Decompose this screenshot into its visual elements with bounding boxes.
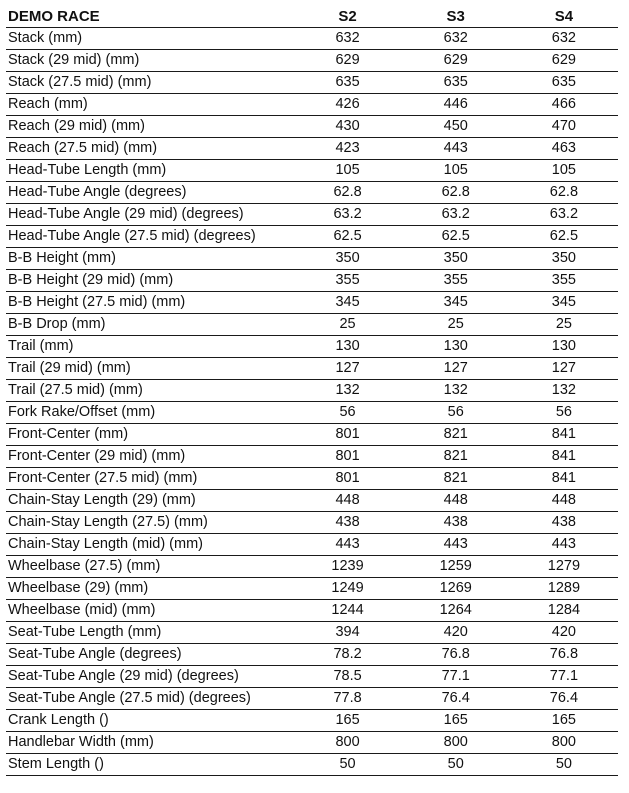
row-label: Head-Tube Angle (degrees) bbox=[6, 182, 293, 204]
table-header-row bbox=[6, 6, 618, 28]
row-label: Seat-Tube Angle (degrees) bbox=[6, 644, 293, 666]
cell-s3: 629 bbox=[402, 50, 510, 72]
cell-s2: 25 bbox=[293, 314, 401, 336]
cell-s4: 25 bbox=[510, 314, 618, 336]
row-label: Seat-Tube Length (mm) bbox=[6, 622, 293, 644]
cell-s2: 78.5 bbox=[293, 666, 401, 688]
cell-s2: 62.8 bbox=[293, 182, 401, 204]
column-header-s3: S3 bbox=[402, 6, 510, 28]
row-label: Reach (29 mid) (mm) bbox=[6, 116, 293, 138]
cell-s2: 355 bbox=[293, 270, 401, 292]
cell-s2: 801 bbox=[293, 468, 401, 490]
cell-s4: 77.1 bbox=[510, 666, 618, 688]
cell-s3: 76.8 bbox=[402, 644, 510, 666]
cell-s4: 841 bbox=[510, 468, 618, 490]
row-label: Wheelbase (mid) (mm) bbox=[6, 600, 293, 622]
table-row bbox=[6, 424, 618, 446]
cell-s2: 394 bbox=[293, 622, 401, 644]
cell-s2: 56 bbox=[293, 402, 401, 424]
cell-s4: 1284 bbox=[510, 600, 618, 622]
cell-s4: 443 bbox=[510, 534, 618, 556]
cell-s3: 25 bbox=[402, 314, 510, 336]
cell-s3: 800 bbox=[402, 732, 510, 754]
cell-s2: 127 bbox=[293, 358, 401, 380]
cell-s4: 841 bbox=[510, 446, 618, 468]
cell-s4: 132 bbox=[510, 380, 618, 402]
row-label: Head-Tube Angle (29 mid) (degrees) bbox=[6, 204, 293, 226]
cell-s4: 50 bbox=[510, 754, 618, 776]
cell-s3: 56 bbox=[402, 402, 510, 424]
cell-s4: 350 bbox=[510, 248, 618, 270]
table-row bbox=[6, 72, 618, 94]
cell-s2: 438 bbox=[293, 512, 401, 534]
table-row bbox=[6, 754, 618, 776]
cell-s2: 443 bbox=[293, 534, 401, 556]
cell-s4: 76.4 bbox=[510, 688, 618, 710]
row-label: Front-Center (27.5 mid) (mm) bbox=[6, 468, 293, 490]
table-row bbox=[6, 270, 618, 292]
table-row bbox=[6, 622, 618, 644]
cell-s3: 821 bbox=[402, 424, 510, 446]
cell-s4: 1279 bbox=[510, 556, 618, 578]
row-label: Crank Length () bbox=[6, 710, 293, 732]
row-label: Chain-Stay Length (mid) (mm) bbox=[6, 534, 293, 556]
cell-s4: 463 bbox=[510, 138, 618, 160]
table-row bbox=[6, 556, 618, 578]
table-row bbox=[6, 28, 618, 50]
cell-s2: 78.2 bbox=[293, 644, 401, 666]
row-label: Trail (29 mid) (mm) bbox=[6, 358, 293, 380]
column-header-s4: S4 bbox=[510, 6, 618, 28]
table-row bbox=[6, 50, 618, 72]
row-label: Trail (mm) bbox=[6, 336, 293, 358]
table-row bbox=[6, 94, 618, 116]
cell-s4: 76.8 bbox=[510, 644, 618, 666]
cell-s3: 448 bbox=[402, 490, 510, 512]
cell-s2: 800 bbox=[293, 732, 401, 754]
cell-s3: 450 bbox=[402, 116, 510, 138]
cell-s2: 63.2 bbox=[293, 204, 401, 226]
row-label: Head-Tube Angle (27.5 mid) (degrees) bbox=[6, 226, 293, 248]
table-row bbox=[6, 204, 618, 226]
cell-s4: 466 bbox=[510, 94, 618, 116]
table-row bbox=[6, 732, 618, 754]
cell-s3: 76.4 bbox=[402, 688, 510, 710]
table-row bbox=[6, 248, 618, 270]
cell-s2: 1239 bbox=[293, 556, 401, 578]
row-label: Front-Center (mm) bbox=[6, 424, 293, 446]
row-label: Stack (29 mid) (mm) bbox=[6, 50, 293, 72]
cell-s3: 420 bbox=[402, 622, 510, 644]
row-label: Head-Tube Length (mm) bbox=[6, 160, 293, 182]
cell-s3: 63.2 bbox=[402, 204, 510, 226]
cell-s3: 438 bbox=[402, 512, 510, 534]
cell-s3: 355 bbox=[402, 270, 510, 292]
cell-s3: 62.5 bbox=[402, 226, 510, 248]
row-label: Wheelbase (27.5) (mm) bbox=[6, 556, 293, 578]
table-row bbox=[6, 688, 618, 710]
table-row bbox=[6, 534, 618, 556]
row-label: Seat-Tube Angle (29 mid) (degrees) bbox=[6, 666, 293, 688]
table-row bbox=[6, 578, 618, 600]
row-label: Handlebar Width (mm) bbox=[6, 732, 293, 754]
cell-s3: 105 bbox=[402, 160, 510, 182]
row-label: Stack (mm) bbox=[6, 28, 293, 50]
cell-s2: 132 bbox=[293, 380, 401, 402]
cell-s3: 632 bbox=[402, 28, 510, 50]
cell-s3: 345 bbox=[402, 292, 510, 314]
cell-s2: 1244 bbox=[293, 600, 401, 622]
row-label: B-B Height (29 mid) (mm) bbox=[6, 270, 293, 292]
cell-s4: 62.8 bbox=[510, 182, 618, 204]
table-row bbox=[6, 138, 618, 160]
row-label: Reach (mm) bbox=[6, 94, 293, 116]
cell-s2: 130 bbox=[293, 336, 401, 358]
table-row bbox=[6, 600, 618, 622]
cell-s2: 801 bbox=[293, 446, 401, 468]
row-label: B-B Height (mm) bbox=[6, 248, 293, 270]
cell-s4: 105 bbox=[510, 160, 618, 182]
cell-s2: 350 bbox=[293, 248, 401, 270]
table-row bbox=[6, 116, 618, 138]
row-label: Stack (27.5 mid) (mm) bbox=[6, 72, 293, 94]
cell-s2: 426 bbox=[293, 94, 401, 116]
table-title: DEMO RACE bbox=[6, 6, 293, 28]
table-body bbox=[6, 28, 618, 776]
row-label: Reach (27.5 mid) (mm) bbox=[6, 138, 293, 160]
table-row bbox=[6, 226, 618, 248]
cell-s3: 821 bbox=[402, 446, 510, 468]
cell-s4: 629 bbox=[510, 50, 618, 72]
cell-s4: 1289 bbox=[510, 578, 618, 600]
cell-s4: 56 bbox=[510, 402, 618, 424]
table-row bbox=[6, 358, 618, 380]
cell-s3: 165 bbox=[402, 710, 510, 732]
cell-s4: 355 bbox=[510, 270, 618, 292]
cell-s2: 345 bbox=[293, 292, 401, 314]
cell-s2: 448 bbox=[293, 490, 401, 512]
cell-s2: 1249 bbox=[293, 578, 401, 600]
cell-s4: 420 bbox=[510, 622, 618, 644]
cell-s4: 632 bbox=[510, 28, 618, 50]
cell-s3: 443 bbox=[402, 534, 510, 556]
geometry-table bbox=[6, 6, 618, 776]
cell-s3: 77.1 bbox=[402, 666, 510, 688]
row-label: Chain-Stay Length (29) (mm) bbox=[6, 490, 293, 512]
cell-s4: 62.5 bbox=[510, 226, 618, 248]
cell-s2: 801 bbox=[293, 424, 401, 446]
row-label: Trail (27.5 mid) (mm) bbox=[6, 380, 293, 402]
table-row bbox=[6, 314, 618, 336]
cell-s3: 130 bbox=[402, 336, 510, 358]
table-row bbox=[6, 380, 618, 402]
cell-s2: 423 bbox=[293, 138, 401, 160]
cell-s2: 50 bbox=[293, 754, 401, 776]
row-label: B-B Drop (mm) bbox=[6, 314, 293, 336]
table-row bbox=[6, 160, 618, 182]
cell-s4: 635 bbox=[510, 72, 618, 94]
cell-s4: 165 bbox=[510, 710, 618, 732]
cell-s2: 105 bbox=[293, 160, 401, 182]
row-label: Stem Length () bbox=[6, 754, 293, 776]
table-row bbox=[6, 292, 618, 314]
column-header-s2: S2 bbox=[293, 6, 401, 28]
cell-s4: 63.2 bbox=[510, 204, 618, 226]
cell-s4: 127 bbox=[510, 358, 618, 380]
table-row bbox=[6, 446, 618, 468]
cell-s3: 635 bbox=[402, 72, 510, 94]
cell-s2: 629 bbox=[293, 50, 401, 72]
cell-s2: 635 bbox=[293, 72, 401, 94]
cell-s4: 841 bbox=[510, 424, 618, 446]
cell-s3: 821 bbox=[402, 468, 510, 490]
cell-s2: 632 bbox=[293, 28, 401, 50]
table-row bbox=[6, 710, 618, 732]
cell-s3: 1259 bbox=[402, 556, 510, 578]
table-row bbox=[6, 182, 618, 204]
cell-s4: 448 bbox=[510, 490, 618, 512]
table-row bbox=[6, 402, 618, 424]
cell-s3: 350 bbox=[402, 248, 510, 270]
table-row bbox=[6, 490, 618, 512]
cell-s4: 438 bbox=[510, 512, 618, 534]
cell-s4: 470 bbox=[510, 116, 618, 138]
row-label: B-B Height (27.5 mid) (mm) bbox=[6, 292, 293, 314]
table-row bbox=[6, 512, 618, 534]
cell-s2: 165 bbox=[293, 710, 401, 732]
cell-s2: 77.8 bbox=[293, 688, 401, 710]
cell-s3: 443 bbox=[402, 138, 510, 160]
cell-s3: 1264 bbox=[402, 600, 510, 622]
row-label: Fork Rake/Offset (mm) bbox=[6, 402, 293, 424]
cell-s4: 130 bbox=[510, 336, 618, 358]
cell-s3: 127 bbox=[402, 358, 510, 380]
row-label: Seat-Tube Angle (27.5 mid) (degrees) bbox=[6, 688, 293, 710]
table-row bbox=[6, 644, 618, 666]
cell-s4: 800 bbox=[510, 732, 618, 754]
cell-s3: 446 bbox=[402, 94, 510, 116]
cell-s3: 132 bbox=[402, 380, 510, 402]
table-row bbox=[6, 336, 618, 358]
table-row bbox=[6, 468, 618, 490]
row-label: Front-Center (29 mid) (mm) bbox=[6, 446, 293, 468]
table-row bbox=[6, 666, 618, 688]
cell-s2: 62.5 bbox=[293, 226, 401, 248]
cell-s2: 430 bbox=[293, 116, 401, 138]
row-label: Wheelbase (29) (mm) bbox=[6, 578, 293, 600]
cell-s3: 50 bbox=[402, 754, 510, 776]
cell-s3: 62.8 bbox=[402, 182, 510, 204]
cell-s3: 1269 bbox=[402, 578, 510, 600]
cell-s4: 345 bbox=[510, 292, 618, 314]
row-label: Chain-Stay Length (27.5) (mm) bbox=[6, 512, 293, 534]
